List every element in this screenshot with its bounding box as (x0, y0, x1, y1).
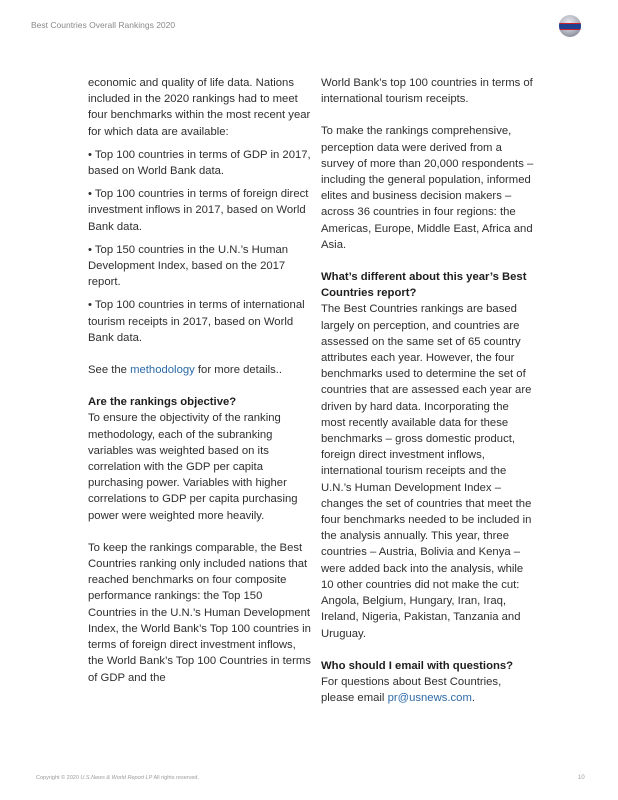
methodology-link[interactable]: methodology (130, 364, 195, 377)
different-paragraph: The Best Countries rankings are based largely on perception, and countries are assessed on the same set of 65 country attributes each year. However, the four benchmarks used to determine the set of countries that are assessed each year are driven by hard data. Incorporating the most recently available data for these benchmarks – gross domestic product, foreign direct investment inflows, international tourism receipts and the U.N.’s Human Development Index – changes the set of countries that meet the four benchmarks needed to be included in the analysis annually. This year, three countries – Austria, Bolivia and Kenya – were added back into the analysis, while 10 other countries did not make the cut: Angola, Belgium, Hungary, Iran, Iraq, Ireland, Nigeria, Pakistan, Tanzania and Uruguay. (321, 303, 532, 640)
footer-copyright (36, 775, 199, 781)
bullet-tourism: • Top 100 countries in terms of international tourism receipts in 2017, based on World Bank data. (88, 299, 305, 344)
email-link[interactable]: pr@usnews.com (387, 692, 472, 705)
document-header-title: Best Countries Overall Rankings 2020 (31, 20, 176, 30)
see-suffix: for more details.. (194, 364, 283, 377)
objective-paragraph: To ensure the objectivity of the ranking methodology, each of the subranking variables was weighted based on its correlation with the GDP per capita purchasing power. Variables with higher correlations to GDP per capita purchasing power were weighted more heavily. (88, 412, 298, 522)
bullet-gdp: • Top 100 countries in terms of GDP in 2017, based on World Bank data. (88, 148, 311, 178)
right-column (321, 75, 536, 706)
see-methodology-line (88, 362, 313, 378)
page-number: 10 (578, 775, 585, 781)
us-news-globe-logo-icon (559, 15, 581, 37)
copyright-suffix: All rights reserved. (152, 775, 200, 781)
bullet-hdi: • Top 150 countries in the U.N.’s Human Development Index, based on the 2017 report. (88, 243, 289, 289)
email-suffix: . (471, 692, 475, 705)
different-heading: What’s different about this year’s Best Countries report? (321, 271, 527, 300)
see-prefix: See the (88, 364, 131, 377)
email-paragraph (321, 674, 536, 706)
email-prefix: For questions about Best Countries, please email (321, 675, 502, 705)
copyright-prefix: Copyright © 2020 (36, 775, 81, 781)
bullet-fdi: • Top 100 countries in terms of foreign direct investment inflows in 2017, based on World Bank data. (88, 188, 309, 233)
comprehensive-paragraph: To make the rankings comprehensive, perception data were derived from a survey of more than 20,000 respondents – including the general population, informed elites and business decision makers – across 36 countries in four regions: the Americas, Europe, Middle East, Africa and Asia. (321, 125, 534, 251)
intro-paragraph: economic and quality of life data. Nations included in the 2020 rankings had to meet four benchmarks within the most recent year for which data are available: (88, 77, 311, 138)
objective-heading: Are the rankings objective? (88, 396, 237, 409)
left-column (88, 75, 313, 686)
email-heading: Who should I email with questions? (321, 659, 514, 672)
continuation-paragraph: World Bank’s top 100 countries in terms of international tourism receipts. (321, 77, 533, 106)
comparable-paragraph: To keep the rankings comparable, the Best Countries ranking only included nations that reached benchmarks on four composite performance rankings: the Top 150 Countries in the U.N.’s Human Development Index, the World Bank’s Top 100 countries in terms of foreign direct investment inflows, the World Bank’s Top 100 Countries in terms of GDP and the (88, 541, 311, 684)
copyright-brand: U.S.News & World Report LP (80, 775, 153, 781)
